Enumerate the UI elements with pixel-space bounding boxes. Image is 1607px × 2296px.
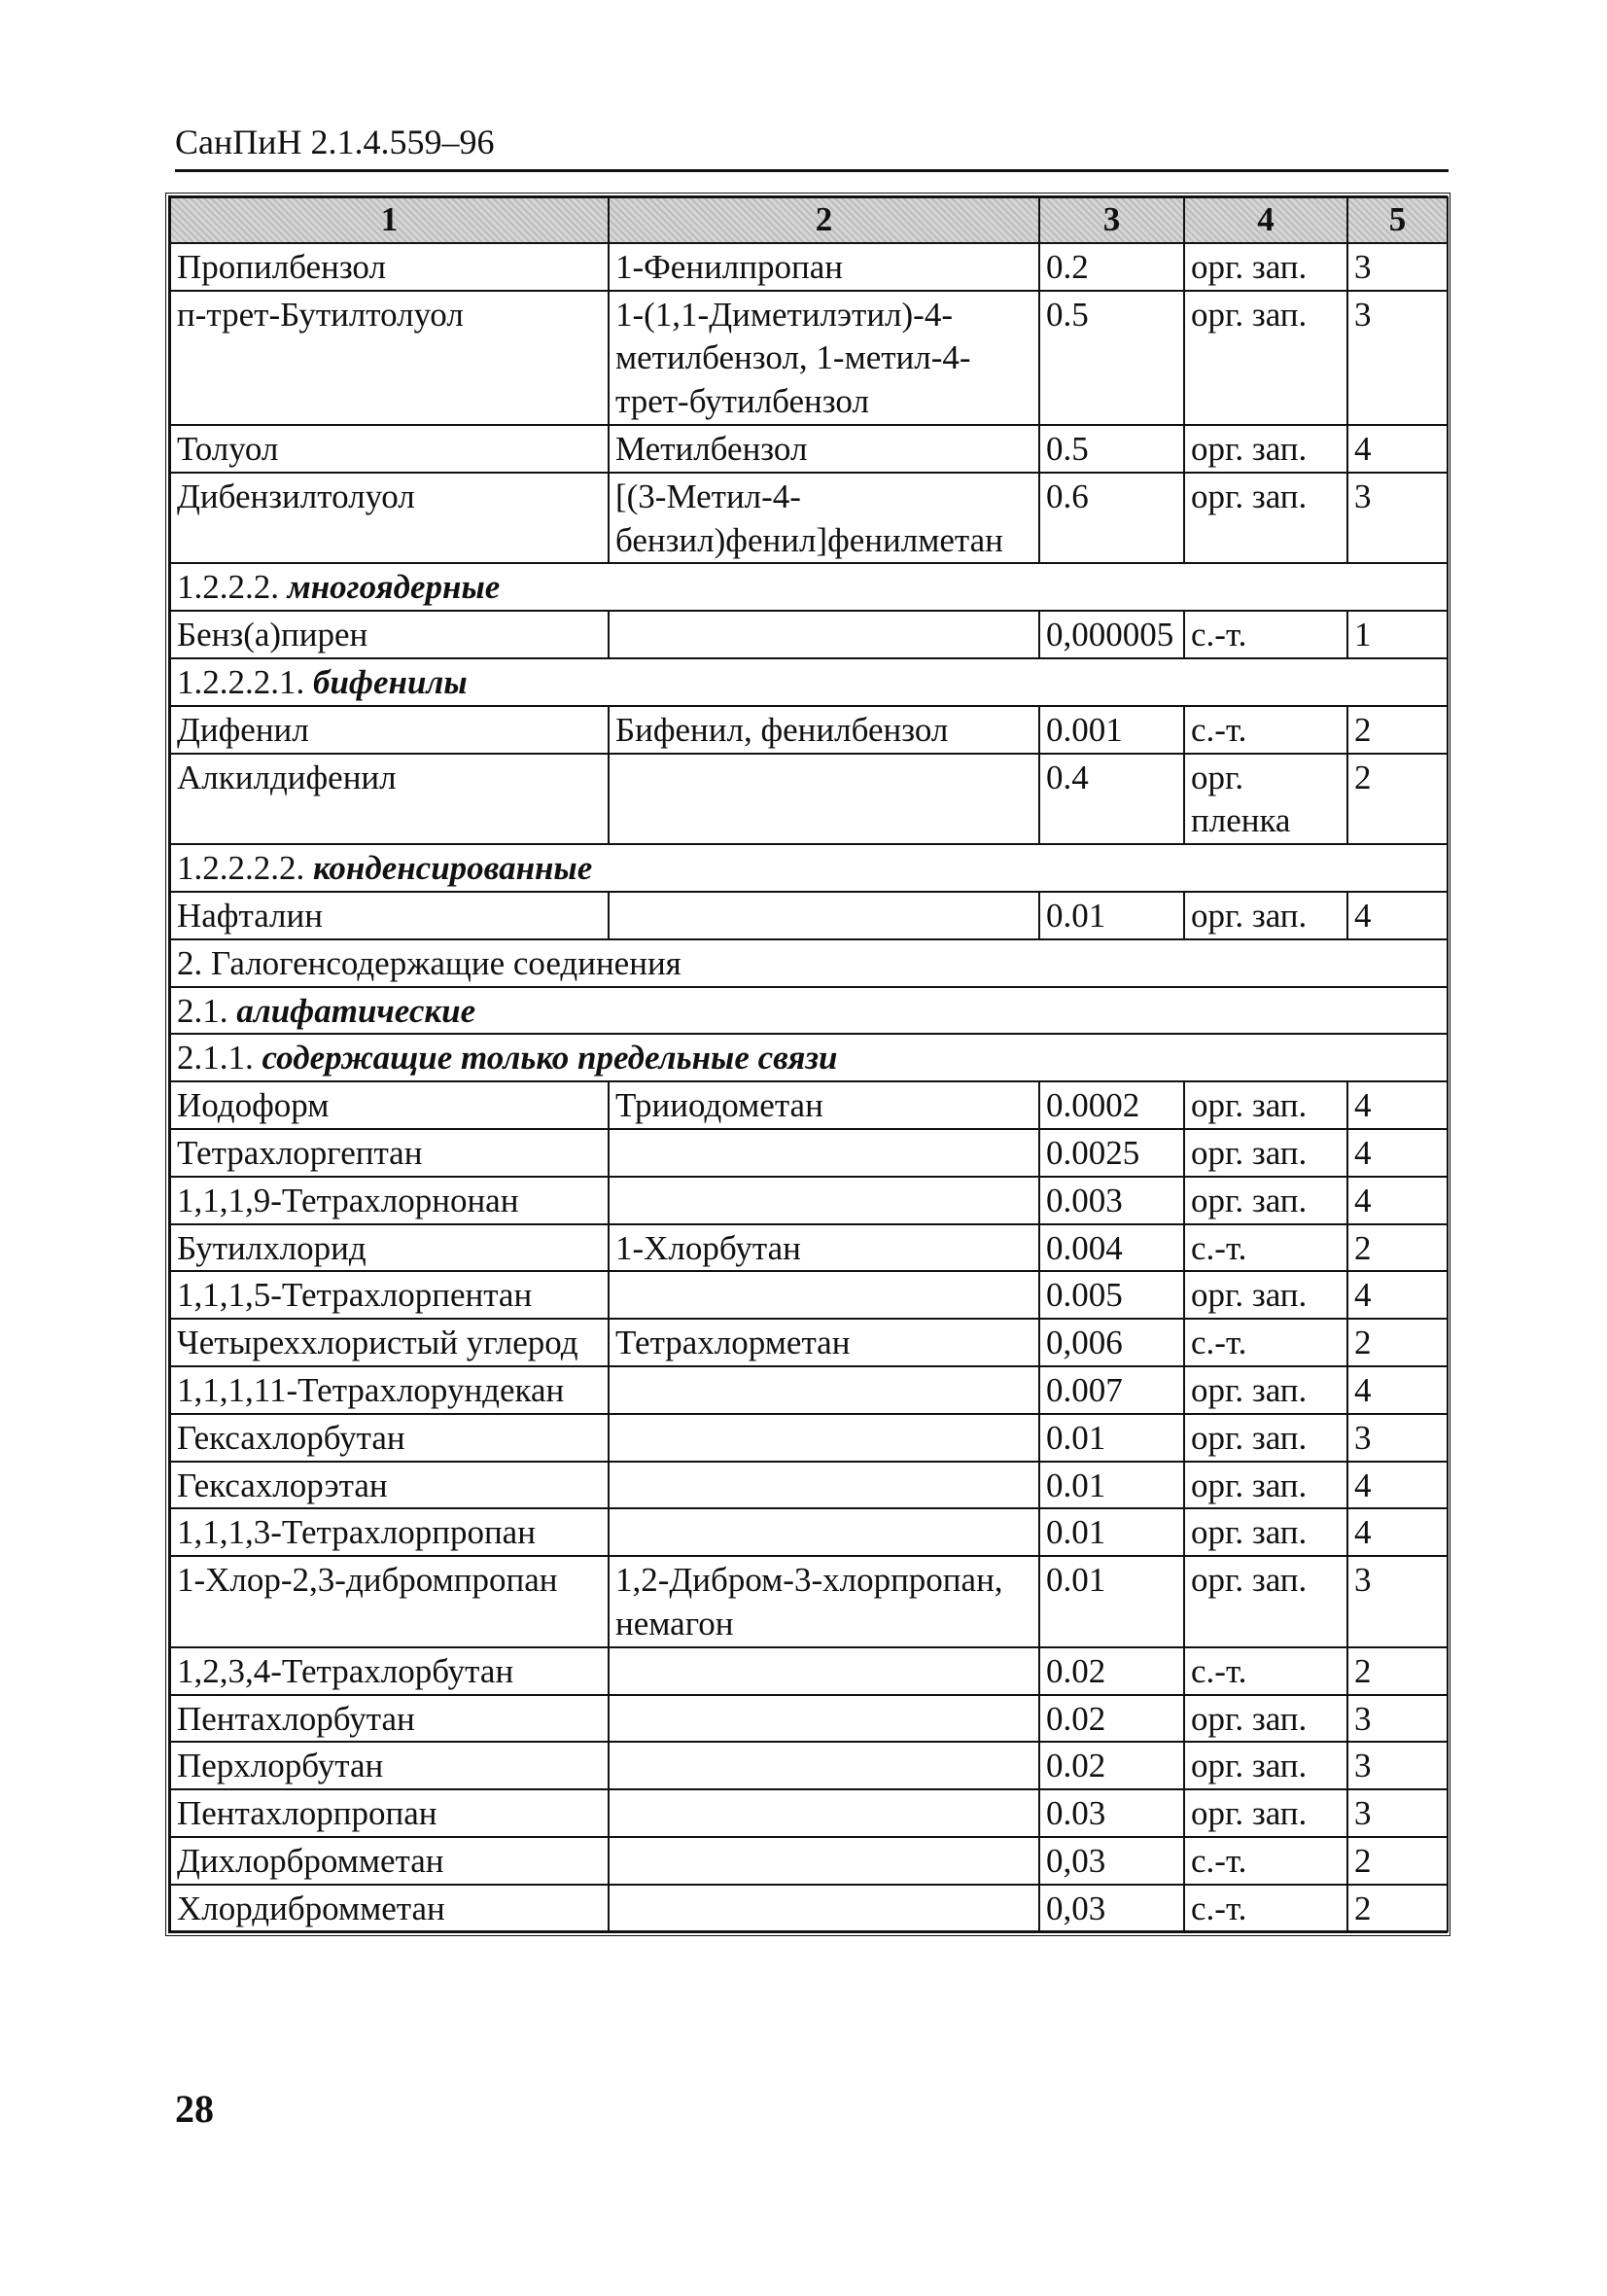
section-row: [170, 1034, 1448, 1081]
table-header-row: [170, 197, 1448, 243]
substance-name: Бутилхлорид: [170, 1224, 609, 1272]
hazard-class: 4: [1347, 1129, 1448, 1177]
harmfulness-indicator: орг. зап.: [1184, 1462, 1347, 1509]
hazard-class: 2: [1347, 1647, 1448, 1695]
substance-name: Дибензилтолуол: [170, 473, 609, 564]
substance-synonym: Метилбензол: [609, 425, 1039, 473]
substance-synonym: [609, 1885, 1039, 1932]
harmfulness-indicator: орг. зап.: [1184, 243, 1347, 291]
concentration-limit: 0,006: [1039, 1319, 1184, 1366]
harmfulness-indicator: орг. зап.: [1184, 1177, 1347, 1224]
concentration-limit: 0.6: [1039, 473, 1184, 564]
substance-name: Бенз(а)пирен: [170, 611, 609, 658]
section-number: 1.2.2.2.: [177, 568, 279, 607]
table-row: [170, 1081, 1448, 1129]
table-row: [170, 1177, 1448, 1224]
substance-synonym: [609, 892, 1039, 939]
substance-name: 1-Хлор-2,3-дибромпропан: [170, 1556, 609, 1647]
substance-name: Дифенил: [170, 706, 609, 754]
concentration-limit: 0,03: [1039, 1885, 1184, 1932]
harmfulness-indicator: с.-т.: [1184, 1885, 1347, 1932]
substance-synonym: [609, 1177, 1039, 1224]
harmfulness-indicator: орг. пленка: [1184, 754, 1347, 845]
concentration-limit: 0.0025: [1039, 1129, 1184, 1177]
substance-name: Хлордибромметан: [170, 1885, 609, 1932]
substance-synonym: [(3-Метил-4-бензил)фенил]фенилметан: [609, 473, 1039, 564]
hazard-class: 2: [1347, 1837, 1448, 1885]
substance-synonym: [609, 1414, 1039, 1462]
substance-name: Иодоформ: [170, 1081, 609, 1129]
table-row: [170, 706, 1448, 754]
concentration-limit: 0.5: [1039, 425, 1184, 473]
document-code: СанПиН 2.1.4.559–96: [175, 123, 495, 161]
substance-name: 1,1,1,3-Тетрахлорпропан: [170, 1508, 609, 1556]
hazard-class: 4: [1347, 1508, 1448, 1556]
substance-name: Дихлорбромметан: [170, 1837, 609, 1885]
concentration-limit: 0.01: [1039, 1414, 1184, 1462]
substance-synonym: 1-Хлорбутан: [609, 1224, 1039, 1272]
substance-name: Гексахлорэтан: [170, 1462, 609, 1509]
concentration-limit: 0.01: [1039, 1508, 1184, 1556]
substance-name: п-трет-Бутилтолуол: [170, 291, 609, 425]
substances-table-frame: [165, 193, 1450, 1936]
section-title: содержащие только предельные связи: [262, 1039, 838, 1077]
concentration-limit: 0.2: [1039, 243, 1184, 291]
table-row: [170, 1556, 1448, 1647]
table-row: [170, 1271, 1448, 1319]
hazard-class: 2: [1347, 1885, 1448, 1932]
harmfulness-indicator: орг. зап.: [1184, 1556, 1347, 1647]
substance-synonym: [609, 1129, 1039, 1177]
hazard-class: 3: [1347, 1695, 1448, 1743]
harmfulness-indicator: орг. зап.: [1184, 473, 1347, 564]
hazard-class: 2: [1347, 1319, 1448, 1366]
section-row: [170, 658, 1448, 706]
table-row: [170, 1742, 1448, 1789]
harmfulness-indicator: орг. зап.: [1184, 1508, 1347, 1556]
concentration-limit: 0.005: [1039, 1271, 1184, 1319]
substance-name: Алкилдифенил: [170, 754, 609, 845]
group-heading-row: [170, 939, 1448, 987]
group-heading: 2. Галогенсодержащие соединения: [170, 939, 1448, 987]
substance-name: Пропилбензол: [170, 243, 609, 291]
section-heading: [170, 987, 1448, 1035]
table-row: [170, 1414, 1448, 1462]
table-body: [170, 243, 1448, 1932]
substance-synonym: Тетрахлорметан: [609, 1319, 1039, 1366]
table-row: [170, 754, 1448, 845]
section-title: конденсированные: [313, 849, 593, 888]
substance-name: Гексахлорбутан: [170, 1414, 609, 1462]
substance-synonym: Трииодометан: [609, 1081, 1039, 1129]
harmfulness-indicator: орг. зап.: [1184, 1695, 1347, 1743]
concentration-limit: 0.01: [1039, 1462, 1184, 1509]
substance-synonym: [609, 1789, 1039, 1837]
concentration-limit: 0.02: [1039, 1695, 1184, 1743]
concentration-limit: 0,03: [1039, 1837, 1184, 1885]
harmfulness-indicator: орг. зап.: [1184, 1414, 1347, 1462]
harmfulness-indicator: орг. зап.: [1184, 1129, 1347, 1177]
table-row: [170, 1885, 1448, 1932]
substance-synonym: 1-Фенилпропан: [609, 243, 1039, 291]
hazard-class: 4: [1347, 1271, 1448, 1319]
substance-synonym: [609, 1462, 1039, 1509]
hazard-class: 2: [1347, 754, 1448, 845]
table-row: [170, 1789, 1448, 1837]
substance-name: Пентахлорбутан: [170, 1695, 609, 1743]
substance-synonym: 1-(1,1-Диметилэтил)-4-метилбензол, 1-метил-4-трет-бутилбензол: [609, 291, 1039, 425]
column-header-2: 2: [609, 197, 1039, 243]
harmfulness-indicator: с.-т.: [1184, 611, 1347, 658]
table-row: [170, 425, 1448, 473]
concentration-limit: 0,000005: [1039, 611, 1184, 658]
concentration-limit: 0.007: [1039, 1366, 1184, 1414]
hazard-class: 2: [1347, 1224, 1448, 1272]
harmfulness-indicator: с.-т.: [1184, 1319, 1347, 1366]
table-row: [170, 243, 1448, 291]
hazard-class: 1: [1347, 611, 1448, 658]
substance-name: Толуол: [170, 425, 609, 473]
table-row: [170, 1129, 1448, 1177]
column-header-3: 3: [1039, 197, 1184, 243]
substance-name: Перхлорбутан: [170, 1742, 609, 1789]
concentration-limit: 0.001: [1039, 706, 1184, 754]
harmfulness-indicator: с.-т.: [1184, 706, 1347, 754]
harmfulness-indicator: орг. зап.: [1184, 1789, 1347, 1837]
table-row: [170, 1366, 1448, 1414]
harmfulness-indicator: орг. зап.: [1184, 1366, 1347, 1414]
harmfulness-indicator: с.-т.: [1184, 1224, 1347, 1272]
concentration-limit: 0.004: [1039, 1224, 1184, 1272]
hazard-class: 4: [1347, 1177, 1448, 1224]
section-heading: [170, 1034, 1448, 1081]
harmfulness-indicator: орг. зап.: [1184, 892, 1347, 939]
hazard-class: 4: [1347, 425, 1448, 473]
substance-synonym: Бифенил, фенилбензол: [609, 706, 1039, 754]
concentration-limit: 0.01: [1039, 892, 1184, 939]
hazard-class: 3: [1347, 1414, 1448, 1462]
table-row: [170, 1647, 1448, 1695]
harmfulness-indicator: орг. зап.: [1184, 1271, 1347, 1319]
table-row: [170, 1462, 1448, 1509]
substance-name: 1,1,1,9-Тетрахлорнонан: [170, 1177, 609, 1224]
substance-synonym: [609, 611, 1039, 658]
concentration-limit: 0.5: [1039, 291, 1184, 425]
table-row: [170, 291, 1448, 425]
substance-synonym: [609, 1271, 1039, 1319]
harmfulness-indicator: орг. зап.: [1184, 1742, 1347, 1789]
table-row: [170, 1224, 1448, 1272]
concentration-limit: 0.03: [1039, 1789, 1184, 1837]
table-row: [170, 611, 1448, 658]
substance-synonym: [609, 754, 1039, 845]
harmfulness-indicator: с.-т.: [1184, 1647, 1347, 1695]
page-number: 28: [175, 2087, 214, 2131]
substance-synonym: [609, 1742, 1039, 1789]
section-title: алифатические: [236, 991, 476, 1030]
hazard-class: 4: [1347, 1081, 1448, 1129]
concentration-limit: 0.003: [1039, 1177, 1184, 1224]
section-number: 1.2.2.2.2.: [177, 849, 305, 888]
concentration-limit: 0.0002: [1039, 1081, 1184, 1129]
section-number: 1.2.2.2.1.: [177, 662, 305, 701]
table-row: [170, 1319, 1448, 1366]
table-row: [170, 892, 1448, 939]
substance-name: 1,1,1,5-Тетрахлорпентан: [170, 1271, 609, 1319]
hazard-class: 3: [1347, 1556, 1448, 1647]
column-header-1: 1: [170, 197, 609, 243]
hazard-class: 2: [1347, 706, 1448, 754]
substance-name: 1,1,1,11-Тетрахлорундекан: [170, 1366, 609, 1414]
hazard-class: 3: [1347, 291, 1448, 425]
concentration-limit: 0.01: [1039, 1556, 1184, 1647]
harmfulness-indicator: орг. зап.: [1184, 425, 1347, 473]
table-row: [170, 1837, 1448, 1885]
section-number: 2.1.: [177, 991, 228, 1030]
column-header-4: 4: [1184, 197, 1347, 243]
section-row: [170, 987, 1448, 1035]
hazard-class: 4: [1347, 1462, 1448, 1509]
substance-name: Нафталин: [170, 892, 609, 939]
hazard-class: 3: [1347, 473, 1448, 564]
substances-table: [169, 196, 1449, 1932]
concentration-limit: 0.4: [1039, 754, 1184, 845]
table-row: [170, 1508, 1448, 1556]
substance-synonym: [609, 1366, 1039, 1414]
hazard-class: 3: [1347, 243, 1448, 291]
section-title: многоядерные: [287, 568, 501, 607]
substance-synonym: [609, 1647, 1039, 1695]
table-row: [170, 473, 1448, 564]
substance-synonym: [609, 1508, 1039, 1556]
concentration-limit: 0.02: [1039, 1742, 1184, 1789]
section-number: 2.1.1.: [177, 1039, 254, 1077]
substance-name: Четыреххлористый углерод: [170, 1319, 609, 1366]
hazard-class: 4: [1347, 1366, 1448, 1414]
hazard-class: 3: [1347, 1742, 1448, 1789]
substance-name: Пентахлорпропан: [170, 1789, 609, 1837]
substance-name: 1,2,3,4-Тетрахлорбутан: [170, 1647, 609, 1695]
hazard-class: 3: [1347, 1789, 1448, 1837]
section-heading: [170, 658, 1448, 706]
substance-name: Тетрахлоргептан: [170, 1129, 609, 1177]
document-header: [175, 115, 1449, 172]
section-row: [170, 844, 1448, 892]
harmfulness-indicator: с.-т.: [1184, 1837, 1347, 1885]
substance-synonym: [609, 1837, 1039, 1885]
harmfulness-indicator: орг. зап.: [1184, 291, 1347, 425]
table-row: [170, 1695, 1448, 1743]
concentration-limit: 0.02: [1039, 1647, 1184, 1695]
harmfulness-indicator: орг. зап.: [1184, 1081, 1347, 1129]
section-heading: [170, 563, 1448, 611]
substance-synonym: [609, 1695, 1039, 1743]
section-heading: [170, 844, 1448, 892]
hazard-class: 4: [1347, 892, 1448, 939]
column-header-5: 5: [1347, 197, 1448, 243]
section-row: [170, 563, 1448, 611]
section-title: бифенилы: [313, 662, 468, 701]
substance-synonym: 1,2-Дибром-3-хлорпропан, немагон: [609, 1556, 1039, 1647]
